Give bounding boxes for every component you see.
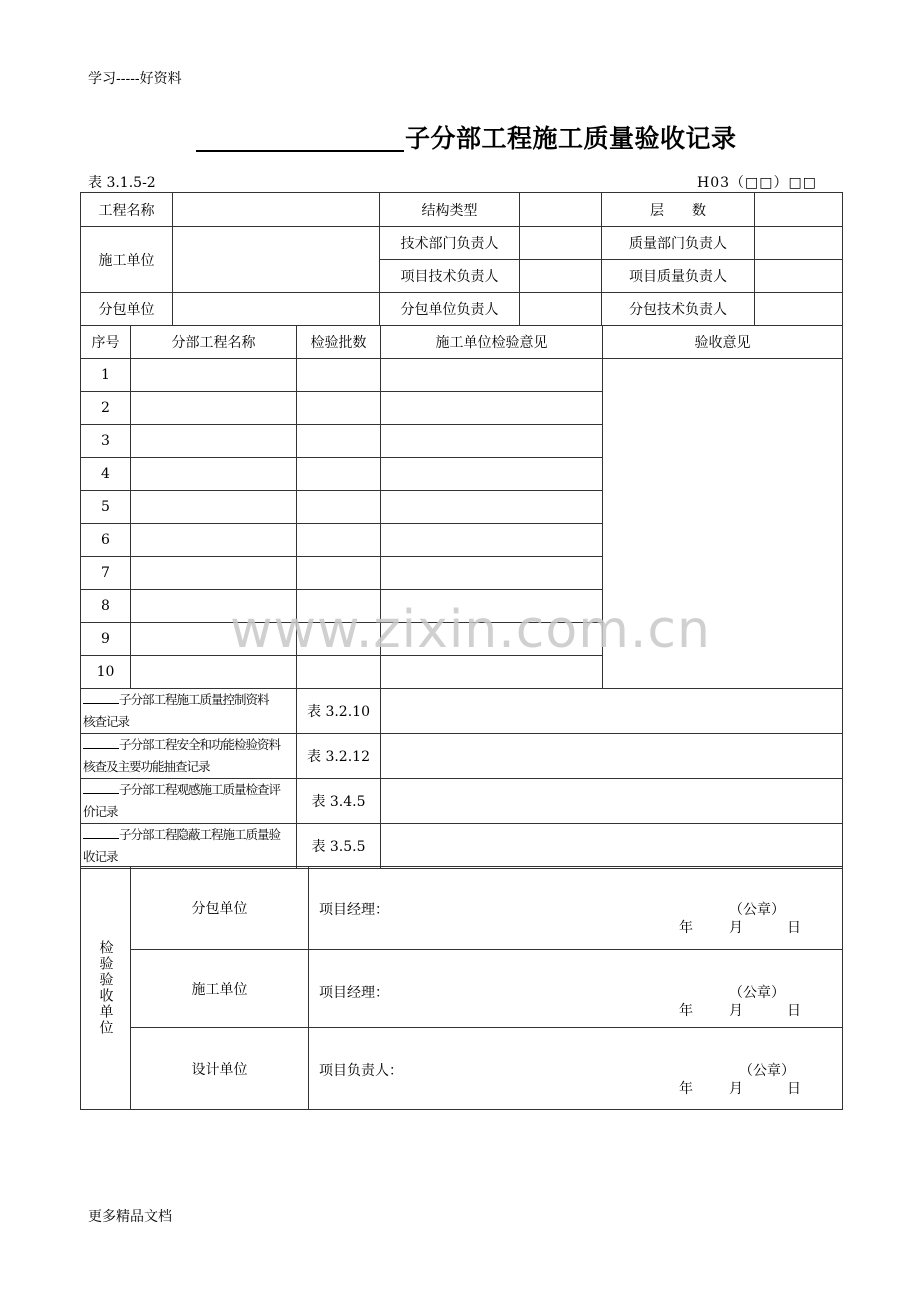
record-line1: 子分部工程隐蔽工程施工质量验	[119, 827, 281, 842]
row-number: 5	[81, 491, 131, 524]
sub-unit-head-label: 分包单位负责人	[380, 293, 520, 326]
page-header-note: 学习-----好资料	[88, 71, 182, 87]
row-number: 10	[81, 656, 131, 689]
seal-label: （公章）	[739, 1063, 795, 1079]
day-label: 日	[787, 920, 801, 936]
record-line2: 核查记录	[83, 714, 130, 729]
day-label: 日	[787, 1003, 801, 1019]
record-ref: 表 3.5.5	[297, 824, 381, 869]
title-blank-underline[interactable]	[196, 150, 404, 152]
contractor-field[interactable]	[173, 227, 380, 293]
record-line2: 收记录	[83, 849, 118, 864]
date-line	[679, 1000, 839, 1020]
row-number: 4	[81, 458, 131, 491]
item-batches-field[interactable]	[297, 524, 381, 557]
record-line1: 子分部工程安全和功能检验资料	[119, 737, 281, 752]
month-label: 月	[729, 1003, 743, 1019]
contractor-label: 施工单位	[81, 227, 173, 293]
form-code: H03（□□）□□	[697, 175, 817, 191]
row-number: 2	[81, 392, 131, 425]
item-name-field[interactable]	[131, 392, 297, 425]
day-label: 日	[787, 1081, 801, 1097]
subcontractor-field[interactable]	[173, 293, 380, 326]
date-line	[679, 917, 839, 937]
subcontractor-label: 分包单位	[81, 293, 173, 326]
signer-label: 项目经理：	[319, 985, 389, 1001]
row-number: 3	[81, 425, 131, 458]
inspection-units-table	[80, 866, 843, 1110]
seal-label: （公章）	[729, 902, 785, 918]
month-label: 月	[729, 920, 743, 936]
seal-label: （公章）	[729, 985, 785, 1001]
record-result-field[interactable]	[381, 734, 843, 779]
item-opinion-field[interactable]	[381, 557, 603, 590]
signature-block[interactable]	[309, 1028, 843, 1110]
month-label: 月	[729, 1081, 743, 1097]
row-number: 1	[81, 359, 131, 392]
name-header: 分部工程名称	[131, 326, 297, 359]
record-result-field[interactable]	[381, 689, 843, 734]
unit-name: 分包单位	[131, 867, 309, 950]
item-opinion-field[interactable]	[381, 458, 603, 491]
item-batches-field[interactable]	[297, 656, 381, 689]
record-line1: 子分部工程施工质量控制资料	[119, 692, 269, 707]
record-line2: 价记录	[83, 804, 118, 819]
table-number: 表 3.1.5-2	[88, 175, 156, 191]
sub-tech-head-field[interactable]	[755, 293, 843, 326]
year-label: 年	[679, 920, 693, 936]
inspection-units-label-cell	[81, 867, 131, 1110]
project-quality-head-field[interactable]	[755, 260, 843, 293]
unit-name: 施工单位	[131, 950, 309, 1028]
record-line1: 子分部工程观感施工质量检查评	[119, 782, 281, 797]
project-name-label: 工程名称	[81, 193, 173, 227]
row-number: 6	[81, 524, 131, 557]
year-label: 年	[679, 1081, 693, 1097]
record-description	[81, 734, 297, 779]
record-line2: 核查及主要功能抽查记录	[83, 759, 210, 774]
record-description	[81, 779, 297, 824]
item-batches-field[interactable]	[297, 557, 381, 590]
item-batches-field[interactable]	[297, 425, 381, 458]
item-name-field[interactable]	[131, 524, 297, 557]
item-name-field[interactable]	[131, 557, 297, 590]
project-name-field[interactable]	[173, 193, 380, 227]
signer-label: 项目经理：	[319, 902, 389, 918]
year-label: 年	[679, 1003, 693, 1019]
project-tech-head-label: 项目技术负责人	[380, 260, 520, 293]
batches-header: 检验批数	[297, 326, 381, 359]
document-title: 子分部工程施工质量验收记录	[405, 124, 737, 153]
watermark: www.zixin.com.cn	[230, 600, 711, 660]
item-name-field[interactable]	[131, 359, 297, 392]
row-number: 7	[81, 557, 131, 590]
sub-unit-head-field[interactable]	[520, 293, 602, 326]
row-number: 8	[81, 590, 131, 623]
seq-header: 序号	[81, 326, 131, 359]
project-info-table	[80, 192, 843, 326]
record-blank[interactable]	[83, 826, 119, 839]
record-ref: 表 3.4.5	[297, 779, 381, 824]
item-name-field[interactable]	[131, 656, 297, 689]
row-number: 9	[81, 623, 131, 656]
item-batches-field[interactable]	[297, 458, 381, 491]
signer-label: 项目负责人：	[319, 1063, 403, 1079]
item-name-field[interactable]	[131, 458, 297, 491]
page-footer-note: 更多精品文档	[88, 1209, 172, 1225]
acceptance-opinion-header: 验收意见	[603, 326, 843, 359]
tech-dept-head-field[interactable]	[520, 227, 602, 260]
quality-dept-head-field[interactable]	[755, 227, 843, 260]
record-ref: 表 3.2.12	[297, 734, 381, 779]
tech-dept-head-label: 技术部门负责人	[380, 227, 520, 260]
item-name-field[interactable]	[131, 491, 297, 524]
project-quality-head-label: 项目质量负责人	[602, 260, 755, 293]
record-ref: 表 3.2.10	[297, 689, 381, 734]
signature-block[interactable]	[309, 950, 843, 1028]
signature-block[interactable]	[309, 867, 843, 950]
structure-type-label: 结构类型	[380, 193, 520, 227]
record-result-field[interactable]	[381, 779, 843, 824]
record-result-field[interactable]	[381, 824, 843, 869]
item-batches-field[interactable]	[297, 359, 381, 392]
quality-dept-head-label: 质量部门负责人	[602, 227, 755, 260]
record-description	[81, 824, 297, 869]
item-name-field[interactable]	[131, 425, 297, 458]
item-opinion-field[interactable]	[381, 392, 603, 425]
record-description	[81, 689, 297, 734]
item-opinion-field[interactable]	[381, 359, 603, 392]
sub-division-items-table	[80, 325, 843, 869]
structure-type-field[interactable]	[520, 193, 602, 227]
item-opinion-field[interactable]	[381, 656, 603, 689]
item-opinion-field[interactable]	[381, 491, 603, 524]
item-opinion-field[interactable]	[381, 524, 603, 557]
inspection-units-label: 检验验收单位	[97, 940, 114, 1036]
record-blank[interactable]	[83, 736, 119, 749]
item-batches-field[interactable]	[297, 491, 381, 524]
record-blank[interactable]	[83, 691, 119, 704]
item-batches-field[interactable]	[297, 392, 381, 425]
item-opinion-field[interactable]	[381, 425, 603, 458]
floors-label: 层 数	[602, 193, 755, 227]
record-blank[interactable]	[83, 781, 119, 794]
project-tech-head-field[interactable]	[520, 260, 602, 293]
date-line	[679, 1078, 839, 1098]
contractor-opinion-header: 施工单位检验意见	[381, 326, 603, 359]
unit-name: 设计单位	[131, 1028, 309, 1110]
floors-field[interactable]	[755, 193, 843, 227]
sub-tech-head-label: 分包技术负责人	[602, 293, 755, 326]
